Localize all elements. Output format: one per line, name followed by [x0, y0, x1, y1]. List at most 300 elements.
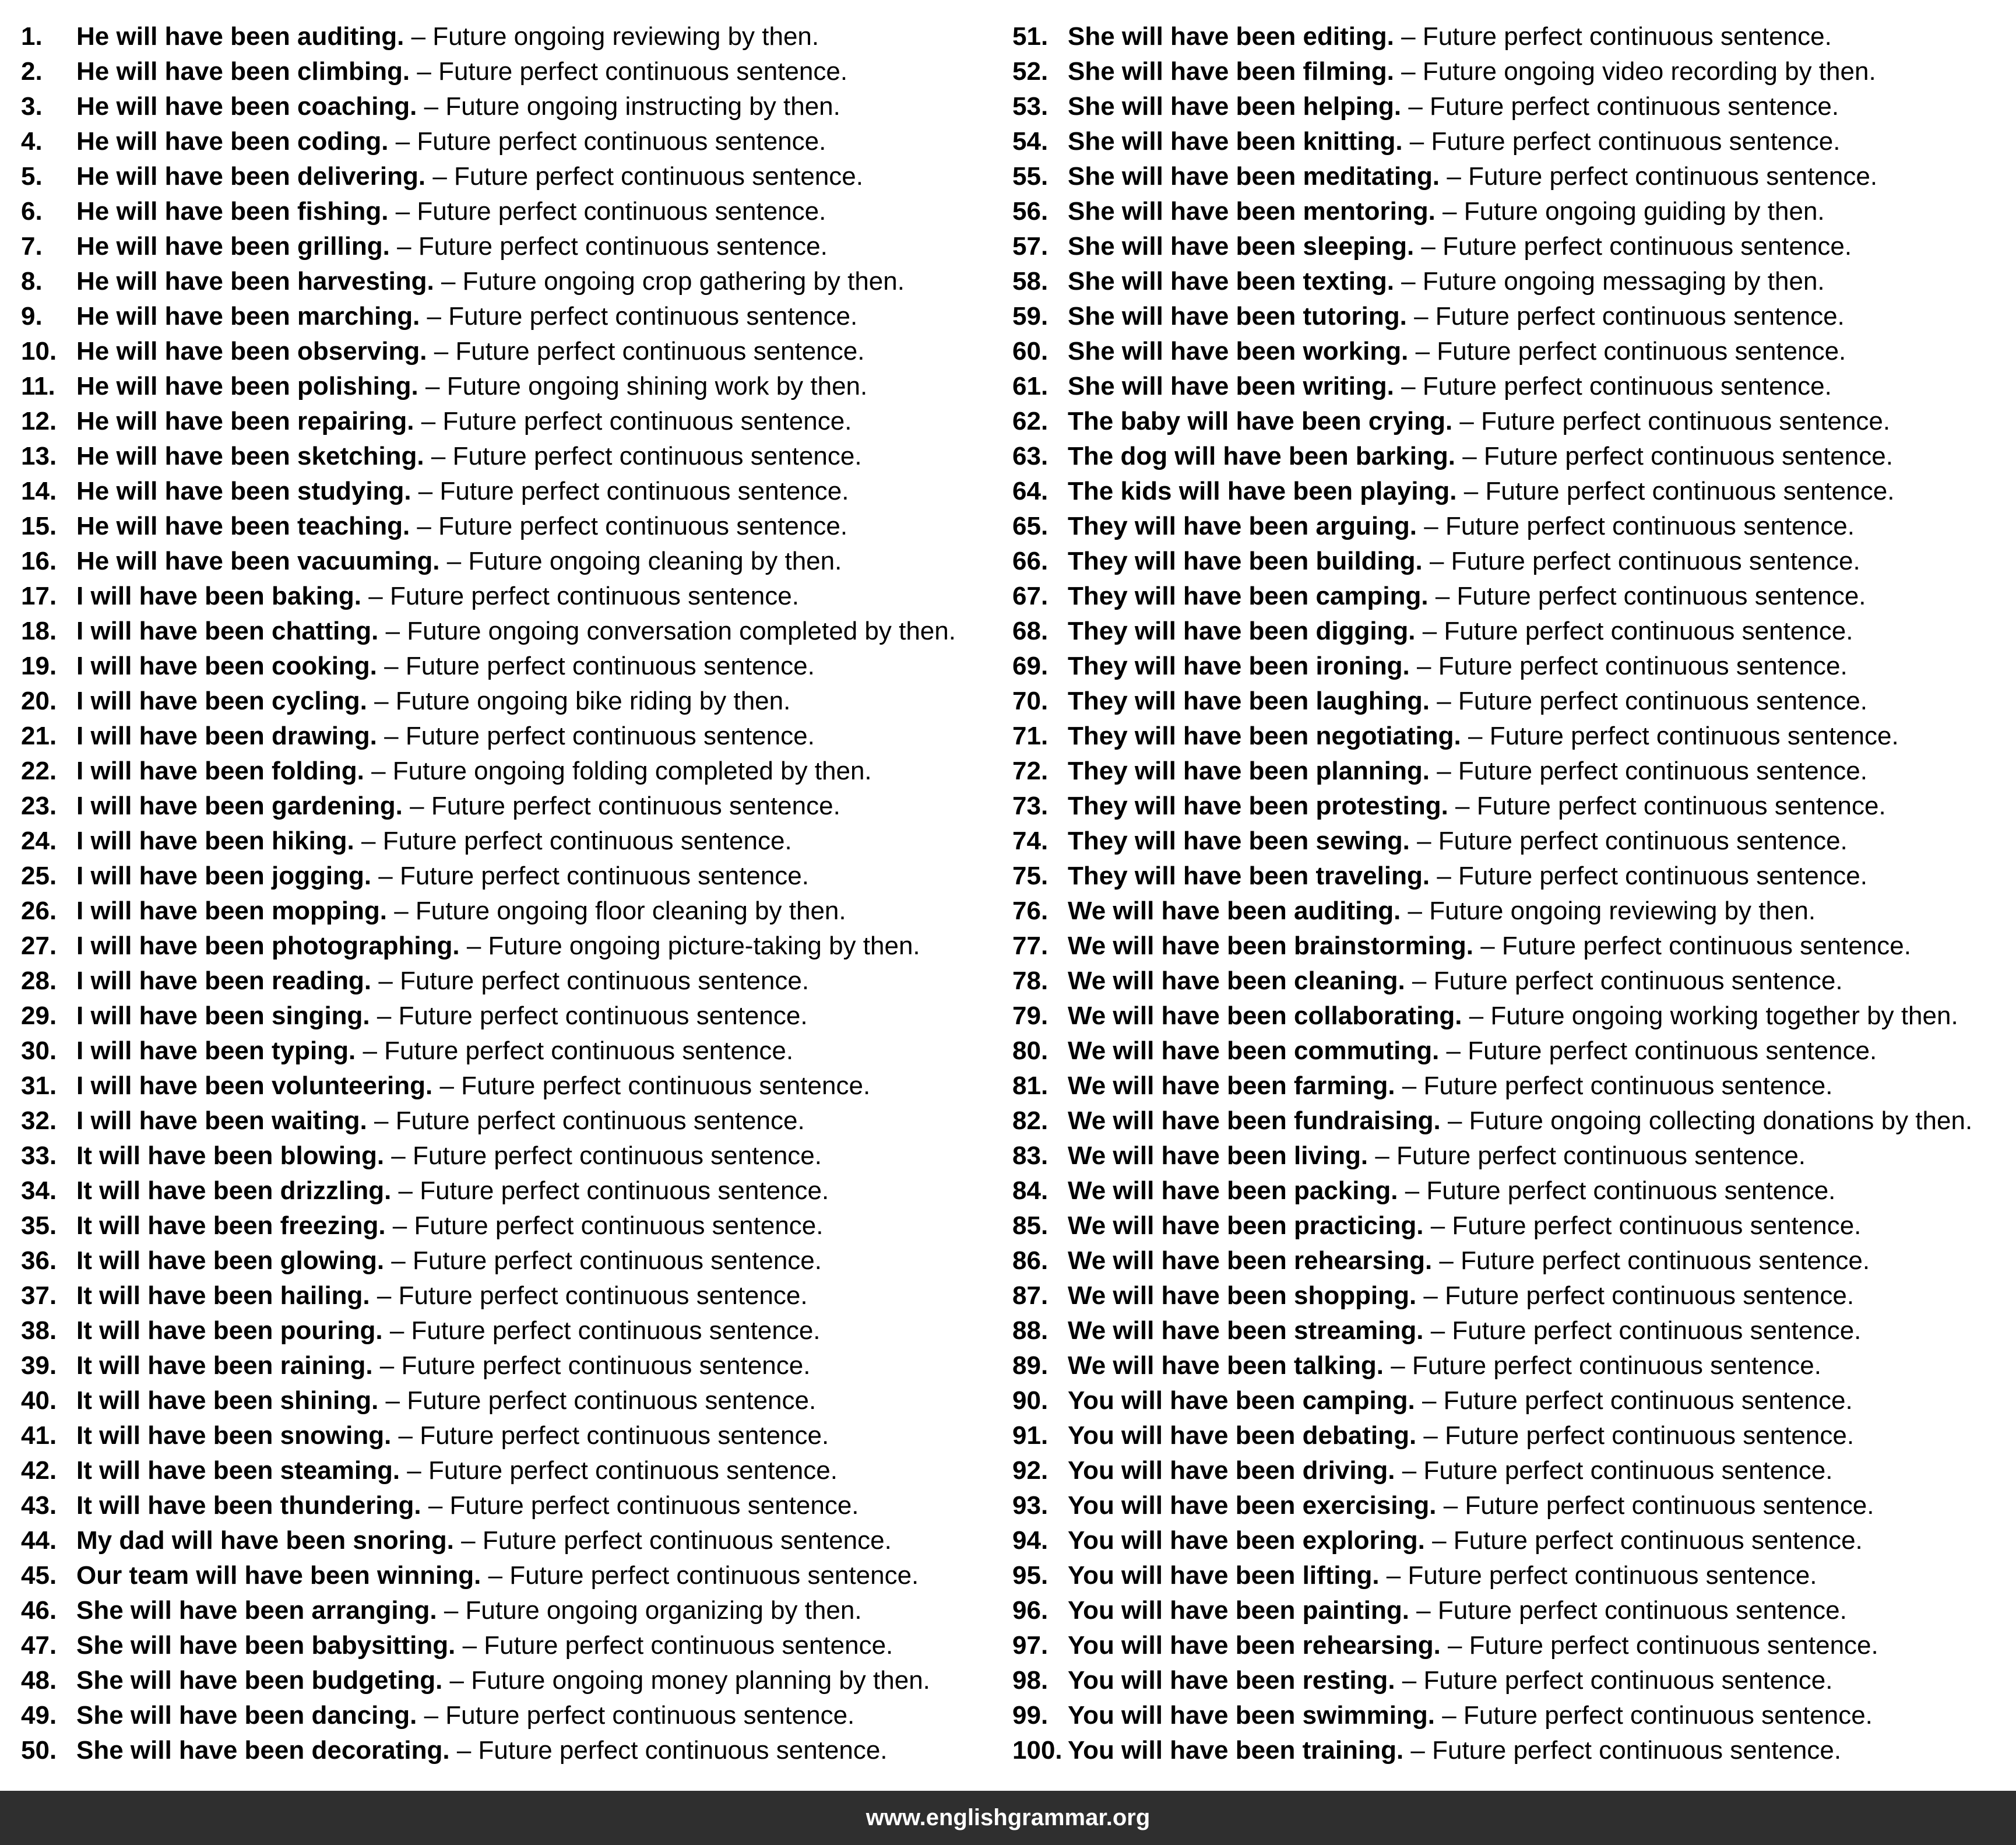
item-number: 98. [1012, 1666, 1049, 1695]
item-sentence: I will have been volunteering. [76, 1071, 433, 1100]
item-sentence: He will have been studying. [76, 477, 411, 505]
item-sentence: It will have been snowing. [76, 1421, 392, 1450]
item-number: 35. [21, 1211, 57, 1240]
item-sentence: It will have been raining. [76, 1351, 373, 1380]
item-sentence: You will have been driving. [1068, 1456, 1395, 1485]
item-description: – Future perfect continuous sentence. [410, 57, 848, 86]
item-description: – Future perfect continuous sentence. [1422, 547, 1860, 575]
list-item [21, 1415, 1012, 1450]
list-item [1012, 435, 2003, 470]
item-description: – Future perfect continuous sentence. [1423, 1316, 1862, 1345]
item-number: 60. [1012, 337, 1049, 366]
list-item [21, 610, 1012, 645]
item-sentence: She will have been filming. [1068, 57, 1394, 86]
list-item [21, 750, 1012, 785]
list-item [21, 925, 1012, 960]
item-description: – Future perfect continuous sentence. [1409, 827, 1848, 855]
list-item [1012, 1345, 2003, 1380]
list-item [1012, 1415, 2003, 1450]
item-number: 43. [21, 1491, 57, 1520]
item-description: – Future perfect continuous sentence. [1430, 862, 1867, 890]
item-number: 88. [1012, 1316, 1049, 1345]
item-sentence: He will have been vacuuming. [76, 547, 440, 575]
item-number: 20. [21, 687, 57, 715]
item-sentence: They will have been building. [1068, 547, 1423, 575]
list-item [21, 1205, 1012, 1240]
item-description: – Future perfect continuous sentence. [1384, 1351, 1821, 1380]
list-item [21, 1170, 1012, 1205]
item-description: – Future perfect continuous sentence. [377, 722, 815, 750]
item-number: 33. [21, 1141, 57, 1170]
item-number: 1. [21, 22, 43, 51]
item-sentence: We will have been living. [1068, 1141, 1368, 1170]
list-item [21, 121, 1012, 156]
item-sentence: He will have been fishing. [76, 197, 389, 226]
item-number: 26. [21, 897, 57, 925]
item-number: 84. [1012, 1176, 1049, 1205]
item-number: 86. [1012, 1246, 1049, 1275]
item-description: – Future perfect continuous sentence. [1415, 1386, 1853, 1415]
item-sentence: You will have been camping. [1068, 1386, 1415, 1415]
list-item [1012, 366, 2003, 400]
item-description: – Future perfect continuous sentence. [385, 1211, 824, 1240]
item-number: 77. [1012, 932, 1049, 960]
item-sentence: They will have been laughing. [1068, 687, 1430, 715]
item-sentence: She will have been writing. [1068, 372, 1394, 400]
item-description: – Future perfect continuous sentence. [424, 442, 862, 470]
list-item [1012, 995, 2003, 1030]
item-sentence: They will have been digging. [1068, 617, 1416, 645]
list-item [1012, 855, 2003, 890]
list-item [21, 1625, 1012, 1660]
item-number: 63. [1012, 442, 1049, 470]
item-number: 15. [21, 512, 57, 540]
sentence-list [0, 16, 2016, 1776]
item-number: 93. [1012, 1491, 1049, 1520]
item-number: 13. [21, 442, 57, 470]
item-description: – Future perfect continuous sentence. [410, 512, 848, 540]
item-description: – Future perfect continuous sentence. [371, 967, 810, 995]
item-sentence: He will have been observing. [76, 337, 427, 366]
list-item [1012, 1275, 2003, 1310]
item-sentence: They will have been arguing. [1068, 512, 1417, 540]
item-number: 11. [21, 372, 55, 400]
item-sentence: You will have been resting. [1068, 1666, 1395, 1695]
item-number: 10. [21, 337, 57, 366]
list-item [21, 470, 1012, 505]
item-description: – Future perfect continuous sentence. [378, 1386, 817, 1415]
list-item [1012, 1450, 2003, 1485]
item-number: 97. [1012, 1631, 1049, 1660]
item-number: 91. [1012, 1421, 1049, 1450]
item-sentence: She will have been meditating. [1068, 162, 1440, 191]
item-description: – Future perfect continuous sentence. [1430, 687, 1867, 715]
item-description: – Future ongoing folding completed by then. [364, 757, 872, 785]
item-description: – Future perfect continuous sentence. [1416, 1281, 1855, 1310]
item-number: 4. [21, 127, 43, 156]
item-sentence: We will have been shopping. [1068, 1281, 1417, 1310]
list-item [1012, 1135, 2003, 1170]
item-description: – Future perfect continuous sentence. [1398, 1176, 1836, 1205]
item-sentence: She will have been editing. [1068, 22, 1394, 51]
item-description: – Future perfect continuous sentence. [1448, 792, 1886, 820]
list-item [1012, 1170, 2003, 1205]
list-item [21, 366, 1012, 400]
item-description: – Future perfect continuous sentence. [1415, 617, 1853, 645]
item-description: – Future perfect continuous sentence. [361, 582, 799, 610]
item-sentence: It will have been freezing. [76, 1211, 386, 1240]
list-item [1012, 1555, 2003, 1590]
item-description: – Future perfect continuous sentence. [421, 1491, 859, 1520]
item-number: 39. [21, 1351, 57, 1380]
item-description: – Future perfect continuous sentence. [1423, 1211, 1862, 1240]
item-description: – Future perfect continuous sentence. [370, 1001, 808, 1030]
item-number: 2. [21, 57, 43, 86]
item-description: – Future ongoing collecting donations by then. [1440, 1106, 1973, 1135]
item-number: 5. [21, 162, 43, 191]
list-item [1012, 820, 2003, 855]
item-number: 29. [21, 1001, 57, 1030]
item-sentence: He will have been coding. [76, 127, 389, 156]
item-number: 67. [1012, 582, 1049, 610]
list-item [21, 960, 1012, 995]
item-number: 65. [1012, 512, 1049, 540]
item-sentence: You will have been swimming. [1068, 1701, 1435, 1730]
list-item [1012, 610, 2003, 645]
item-sentence: We will have been rehearsing. [1068, 1246, 1433, 1275]
item-description: – Future perfect continuous sentence. [1409, 1596, 1847, 1625]
item-number: 87. [1012, 1281, 1049, 1310]
item-sentence: He will have been teaching. [76, 512, 410, 540]
item-sentence: I will have been reading. [76, 967, 372, 995]
item-sentence: I will have been waiting. [76, 1106, 367, 1135]
item-description: – Future ongoing cleaning by then. [439, 547, 842, 575]
item-number: 83. [1012, 1141, 1049, 1170]
item-number: 92. [1012, 1456, 1049, 1485]
item-sentence: He will have been grilling. [76, 232, 390, 261]
list-item [21, 890, 1012, 925]
item-description: – Future perfect continuous sentence. [1401, 92, 1839, 121]
item-sentence: He will have been harvesting. [76, 267, 434, 296]
item-sentence: We will have been cleaning. [1068, 967, 1405, 995]
item-number: 25. [21, 862, 57, 890]
item-description: – Future perfect continuous sentence. [1417, 512, 1855, 540]
list-item [21, 191, 1012, 226]
item-description: – Future perfect continuous sentence. [1394, 372, 1832, 400]
item-number: 32. [21, 1106, 57, 1135]
item-number: 58. [1012, 267, 1049, 296]
item-number: 56. [1012, 197, 1049, 226]
item-sentence: I will have been photographing. [76, 932, 460, 960]
item-number: 75. [1012, 862, 1049, 890]
item-description: – Future perfect continuous sentence. [1368, 1141, 1806, 1170]
item-description: – Future perfect continuous sentence. [1435, 1701, 1873, 1730]
item-number: 49. [21, 1701, 57, 1730]
list-item [1012, 785, 2003, 820]
list-item [1012, 400, 2003, 435]
item-number: 89. [1012, 1351, 1049, 1380]
item-sentence: The dog will have been barking. [1068, 442, 1456, 470]
list-item [1012, 1695, 2003, 1730]
item-description: – Future ongoing reviewing by then. [404, 22, 819, 51]
item-sentence: She will have been babysitting. [76, 1631, 456, 1660]
item-number: 24. [21, 827, 57, 855]
item-sentence: He will have been delivering. [76, 162, 426, 191]
list-item [21, 1485, 1012, 1520]
item-number: 55. [1012, 162, 1049, 191]
left-column [21, 16, 1012, 1776]
item-description: – Future perfect continuous sentence. [1439, 1036, 1877, 1065]
item-sentence: She will have been arranging. [76, 1596, 437, 1625]
item-description: – Future perfect continuous sentence. [1394, 22, 1832, 51]
item-number: 50. [21, 1736, 57, 1765]
item-number: 31. [21, 1071, 57, 1100]
item-number: 73. [1012, 792, 1049, 820]
list-item [21, 855, 1012, 890]
item-sentence: She will have been mentoring. [1068, 197, 1436, 226]
item-sentence: It will have been steaming. [76, 1456, 400, 1485]
item-description: – Future perfect continuous sentence. [1455, 442, 1893, 470]
item-number: 70. [1012, 687, 1049, 715]
item-number: 47. [21, 1631, 57, 1660]
item-number: 100. [1012, 1736, 1062, 1765]
list-item [21, 261, 1012, 296]
item-sentence: She will have been tutoring. [1068, 302, 1407, 331]
item-sentence: We will have been practicing. [1068, 1211, 1424, 1240]
item-number: 23. [21, 792, 57, 820]
item-description: – Future ongoing organizing by then. [437, 1596, 862, 1625]
item-description: – Future ongoing money planning by then. [442, 1666, 930, 1695]
item-sentence: They will have been traveling. [1068, 862, 1430, 890]
item-description: – Future perfect continuous sentence. [1461, 722, 1899, 750]
item-sentence: You will have been debating. [1068, 1421, 1417, 1450]
list-item [21, 1660, 1012, 1695]
item-sentence: He will have been coaching. [76, 92, 417, 121]
list-item [21, 1345, 1012, 1380]
item-sentence: We will have been commuting. [1068, 1036, 1440, 1065]
item-number: 78. [1012, 967, 1049, 995]
item-sentence: I will have been gardening. [76, 792, 403, 820]
item-sentence: They will have been negotiating. [1068, 722, 1461, 750]
item-sentence: We will have been streaming. [1068, 1316, 1424, 1345]
list-item [1012, 226, 2003, 261]
list-item [21, 1695, 1012, 1730]
list-item [1012, 261, 2003, 296]
list-item [21, 1135, 1012, 1170]
item-number: 51. [1012, 22, 1049, 51]
footer-bar [0, 1791, 2016, 1845]
item-description: – Future ongoing working together by then. [1462, 1001, 1958, 1030]
list-item [21, 1520, 1012, 1555]
list-item [21, 1100, 1012, 1135]
item-description: – Future perfect continuous sentence. [1452, 407, 1891, 435]
item-sentence: You will have been training. [1068, 1736, 1404, 1765]
list-item [1012, 540, 2003, 575]
item-description: – Future perfect continuous sentence. [1406, 302, 1845, 331]
list-item [1012, 1485, 2003, 1520]
list-item [21, 1555, 1012, 1590]
item-number: 95. [1012, 1561, 1049, 1590]
list-item [21, 1240, 1012, 1275]
list-item [1012, 960, 2003, 995]
item-number: 46. [21, 1596, 57, 1625]
list-item [21, 51, 1012, 86]
item-description: – Future perfect continuous sentence. [425, 162, 863, 191]
item-description: – Future ongoing shining work by then. [418, 372, 868, 400]
item-description: – Future ongoing floor cleaning by then. [386, 897, 846, 925]
item-description: – Future perfect continuous sentence. [1473, 932, 1911, 960]
item-sentence: They will have been protesting. [1068, 792, 1448, 820]
list-item [21, 1380, 1012, 1415]
item-description: – Future perfect continuous sentence. [388, 127, 826, 156]
item-description: – Future perfect continuous sentence. [400, 1456, 838, 1485]
item-description: – Future perfect continuous sentence. [1405, 967, 1843, 995]
list-item [1012, 925, 2003, 960]
item-sentence: You will have been rehearsing. [1068, 1631, 1441, 1660]
item-sentence: We will have been collaborating. [1068, 1001, 1462, 1030]
item-description: – Future perfect continuous sentence. [1395, 1071, 1833, 1100]
item-description: – Future perfect continuous sentence. [1440, 162, 1878, 191]
item-description: – Future perfect continuous sentence. [402, 792, 840, 820]
item-sentence: He will have been sketching. [76, 442, 424, 470]
item-description: – Future perfect continuous sentence. [1416, 1421, 1855, 1450]
item-number: 54. [1012, 127, 1049, 156]
list-item [1012, 296, 2003, 331]
item-description: – Future perfect continuous sentence. [356, 1036, 794, 1065]
list-item [1012, 1100, 2003, 1135]
list-item [21, 16, 1012, 51]
list-item [1012, 86, 2003, 121]
item-description: – Future perfect continuous sentence. [1432, 1246, 1870, 1275]
item-sentence: It will have been hailing. [76, 1281, 370, 1310]
item-number: 74. [1012, 827, 1049, 855]
item-description: – Future perfect continuous sentence. [371, 862, 809, 890]
list-item [21, 226, 1012, 261]
list-item [21, 645, 1012, 680]
list-item [21, 400, 1012, 435]
list-item [1012, 1205, 2003, 1240]
list-item [21, 1030, 1012, 1065]
item-sentence: I will have been typing. [76, 1036, 356, 1065]
item-sentence: We will have been packing. [1068, 1176, 1398, 1205]
list-item [1012, 890, 2003, 925]
item-sentence: We will have been auditing. [1068, 897, 1401, 925]
item-sentence: I will have been cooking. [76, 652, 377, 680]
item-sentence: I will have been hiking. [76, 827, 354, 855]
item-sentence: I will have been folding. [76, 757, 364, 785]
item-sentence: I will have been chatting. [76, 617, 379, 645]
list-item [21, 1275, 1012, 1310]
item-sentence: He will have been marching. [76, 302, 420, 331]
item-sentence: She will have been budgeting. [76, 1666, 443, 1695]
item-sentence: You will have been lifting. [1068, 1561, 1380, 1590]
list-item [1012, 156, 2003, 191]
item-sentence: It will have been drizzling. [76, 1176, 392, 1205]
item-number: 12. [21, 407, 57, 435]
item-sentence: She will have been helping. [1068, 92, 1402, 121]
item-number: 3. [21, 92, 43, 121]
item-description: – Future perfect continuous sentence. [372, 1351, 811, 1380]
item-number: 21. [21, 722, 57, 750]
item-number: 68. [1012, 617, 1049, 645]
item-description: – Future perfect continuous sentence. [384, 1246, 822, 1275]
item-number: 22. [21, 757, 57, 785]
item-sentence: She will have been dancing. [76, 1701, 417, 1730]
list-item [1012, 121, 2003, 156]
item-number: 19. [21, 652, 57, 680]
item-sentence: The baby will have been crying. [1068, 407, 1453, 435]
item-description: – Future perfect continuous sentence. [1395, 1666, 1833, 1695]
item-sentence: I will have been singing. [76, 1001, 370, 1030]
item-description: – Future perfect continuous sentence. [1440, 1631, 1878, 1660]
list-item [1012, 1730, 2003, 1765]
item-sentence: The kids will have been playing. [1068, 477, 1457, 505]
item-sentence: You will have been exercising. [1068, 1491, 1437, 1520]
item-sentence: You will have been exploring. [1068, 1526, 1425, 1555]
item-description: – Future ongoing picture-taking by then. [459, 932, 920, 960]
item-number: 45. [21, 1561, 57, 1590]
item-sentence: She will have been working. [1068, 337, 1409, 366]
item-number: 14. [21, 477, 57, 505]
list-item [1012, 1625, 2003, 1660]
item-number: 81. [1012, 1071, 1049, 1100]
item-sentence: I will have been drawing. [76, 722, 377, 750]
item-number: 94. [1012, 1526, 1049, 1555]
item-number: 90. [1012, 1386, 1049, 1415]
item-description: – Future perfect continuous sentence. [1403, 1736, 1842, 1765]
item-description: – Future perfect continuous sentence. [455, 1631, 893, 1660]
list-item [21, 715, 1012, 750]
list-item [21, 785, 1012, 820]
list-item [21, 1730, 1012, 1765]
list-item [1012, 470, 2003, 505]
list-item [21, 820, 1012, 855]
item-description: – Future perfect continuous sentence. [1428, 582, 1866, 610]
item-sentence: We will have been brainstorming. [1068, 932, 1474, 960]
list-item [1012, 16, 2003, 51]
item-number: 52. [1012, 57, 1049, 86]
item-number: 59. [1012, 302, 1049, 331]
item-sentence: She will have been sleeping. [1068, 232, 1415, 261]
item-description: – Future perfect continuous sentence. [417, 1701, 855, 1730]
item-sentence: Our team will have been winning. [76, 1561, 481, 1590]
item-sentence: It will have been thundering. [76, 1491, 421, 1520]
item-number: 28. [21, 967, 57, 995]
item-sentence: They will have been planning. [1068, 757, 1430, 785]
item-description: – Future perfect continuous sentence. [367, 1106, 805, 1135]
item-sentence: It will have been blowing. [76, 1141, 385, 1170]
list-item [21, 331, 1012, 366]
item-number: 66. [1012, 547, 1049, 575]
list-item [21, 1590, 1012, 1625]
item-sentence: They will have been camping. [1068, 582, 1429, 610]
list-item [21, 995, 1012, 1030]
item-description: – Future ongoing messaging by then. [1394, 267, 1825, 296]
item-description: – Future ongoing guiding by then. [1435, 197, 1825, 226]
item-description: – Future perfect continuous sentence. [420, 302, 858, 331]
item-description: – Future perfect continuous sentence. [453, 1526, 892, 1555]
item-description: – Future ongoing bike riding by then. [367, 687, 791, 715]
item-description: – Future perfect continuous sentence. [354, 827, 792, 855]
item-number: 57. [1012, 232, 1049, 261]
item-description: – Future perfect continuous sentence. [414, 407, 852, 435]
item-sentence: She will have been knitting. [1068, 127, 1403, 156]
item-description: – Future perfect continuous sentence. [432, 1071, 871, 1100]
list-item [21, 156, 1012, 191]
item-description: – Future perfect continuous sentence. [1395, 1456, 1833, 1485]
item-number: 62. [1012, 407, 1049, 435]
item-number: 30. [21, 1036, 57, 1065]
